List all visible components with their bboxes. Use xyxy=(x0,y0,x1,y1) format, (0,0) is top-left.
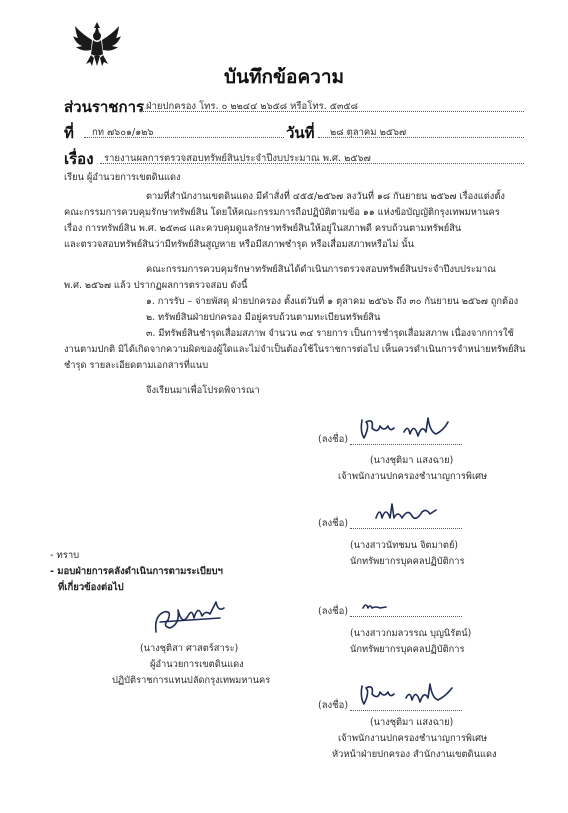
sig2-name: (นางสาวนัทชมน จิตมาตย์) xyxy=(350,540,459,551)
subject-value: รายงานผลการตรวจสอบทรัพย์สินประจำปีงบประมาณ พ.ศ. ๒๕๖๗ xyxy=(104,153,371,164)
paragraph-1-line-4: และตรวจสอบทรัพย์สินว่ามีทรัพย์สินสูญหาย หรือมีสภาพชำรุด หรือเสื่อมสภาพหรือไม่ นั้น xyxy=(64,239,415,250)
result-item-1: ๑. การรับ – จ่ายพัสดุ ฝ่ายปกครอง ตั้งแต่วันที่ ๑ ตุลาคม ๒๕๖๖ ถึง ๓๐ กันยายน ๒๕๖๗ ถูกต้อง xyxy=(146,296,519,307)
memo-title: บันทึกข้อความ xyxy=(223,66,345,88)
garuda-emblem xyxy=(72,20,122,68)
approval-assign-line-2: ที่เกี่ยวข้องต่อไป xyxy=(58,582,124,593)
sig1-name: (นางชุติมา แสงฉาย) xyxy=(370,455,454,466)
director-title: ผู้อำนวยการเขตดินแดง xyxy=(150,659,244,670)
sig4-title-2: หัวหน้าฝ่ายปกครอง สำนักงานเขตดินแดง xyxy=(332,749,497,760)
date-dotted-line xyxy=(318,137,524,138)
signature-2 xyxy=(372,500,442,528)
sig3-dotted-line xyxy=(350,616,462,617)
sig1-prefix: (ลงชื่อ) xyxy=(318,434,349,445)
result-item-2: ๒. ทรัพย์สินฝ่ายปกครอง มีอยู่ครบถ้วนตามทะเบียนทรัพย์สิน xyxy=(146,312,381,323)
result-item-3: ๓. มีทรัพย์สินชำรุดเสื่อมสภาพ จำนวน ๓๔ รายการ เป็นการชำรุดเสื่อมสภาพ เนื่องจากการใช้ xyxy=(146,328,514,339)
sig4-name: (นางชุติมา แสงฉาย) xyxy=(370,717,454,728)
sig2-title-1: นักทรัพยากรบุคคลปฏิบัติการ xyxy=(350,556,465,567)
signature-1 xyxy=(356,414,456,446)
approval-assign-line-1: - มอบฝ่ายการคลังดำเนินการตามระเบียบฯ xyxy=(50,566,223,577)
director-name: (นางชุติสา ศาสตร์สาระ) xyxy=(140,643,239,654)
result-item-3-cont-2: ชำรุด รายละเอียดตามเอกสารที่แนบ xyxy=(64,360,209,371)
approval-acknowledge: - ทราบ xyxy=(50,550,80,561)
sig3-name: (นางสาวกมลวรรณ บุญนิรัตน์) xyxy=(350,628,472,639)
closing-line: จึงเรียนมาเพื่อโปรดพิจารณา xyxy=(146,385,260,396)
sig3-title-1: นักทรัพยากรบุคคลปฏิบัติการ xyxy=(350,644,465,655)
sig3-prefix: (ลงชื่อ) xyxy=(318,606,349,617)
sig1-title-1: เจ้าพนักงานปกครองชำนาญการพิเศษ xyxy=(338,471,488,482)
director-title-2: ปฏิบัติราชการแทนปลัดกรุงเทพมหานคร xyxy=(112,675,271,686)
date-value: ๒๘ ตุลาคม ๒๕๖๗ xyxy=(330,127,407,138)
sig4-title-1: เจ้าพนักงานปกครองชำนาญการพิเศษ xyxy=(338,733,488,744)
sig4-prefix: (ลงชื่อ) xyxy=(318,700,349,711)
sig2-prefix: (ลงชื่อ) xyxy=(318,518,349,529)
sig2-dotted-line xyxy=(350,528,462,529)
paragraph-1-line-2: คณะกรรมการควบคุมรักษาทรัพย์สิน โดยให้คณะกรรมการถือปฏิบัติตามข้อ ๑๑ แห่งข้อบัญญัติกรุงเทพมหานคร xyxy=(64,207,500,218)
date-label: วันที่ xyxy=(286,124,315,142)
paragraph-1-line-3: เรื่อง การทรัพย์สิน พ.ศ. ๒๕๓๘ และควบคุมดูแลรักษาทรัพย์สินให้อยู่ในสภาพดี ครบถ้วนตามทรัพย์สิน xyxy=(64,223,462,234)
subject-label: เรื่อง xyxy=(64,150,94,168)
agency-dotted-line xyxy=(140,111,524,112)
agency-value: ฝ่ายปกครอง โทร. ๐ ๒๒๔๔ ๒๖๕๘ หรือโทร. ๕๓๕๘ xyxy=(146,101,358,112)
signature-4 xyxy=(356,678,460,712)
salutation: เรียน ผู้อำนวยการเขตดินแดง xyxy=(64,172,181,183)
agency-label: ส่วนราชการ xyxy=(64,98,145,116)
ref-dotted-line xyxy=(84,137,284,138)
paragraph-2-line-1: คณะกรรมการควบคุมรักษาทรัพย์สินได้ดำเนินการตรวจสอบทรัพย์สินประจำปีงบประมาณ xyxy=(146,264,496,275)
result-item-3-cont-1: งานตามปกติ มิได้เกิดจากความผิดของผู้ใดและไม่จำเป็นต้องใช้ในราชการต่อไป เห็นควรดำเนินการจำหน่ายทรัพย์สิน xyxy=(64,344,526,355)
paragraph-2-line-2: พ.ศ. ๒๕๖๗ แล้ว ปรากฏผลการตรวจสอบ ดังนี้ xyxy=(64,280,248,291)
paragraph-1-line-1: ตามที่สำนักงานเขตดินแดง มีคำสั่งที่ ๔๕๕/๒๕๖๗ ลงวันที่ ๑๘ กันยายน ๒๕๖๗ เรื่องแต่งตั้ง xyxy=(146,191,505,202)
subject-dotted-line xyxy=(100,163,524,164)
ref-value: กท ๗๖๐๑/๑๒๖ xyxy=(92,127,154,138)
signature-3 xyxy=(360,598,390,614)
ref-label: ที่ xyxy=(64,124,74,142)
director-signature xyxy=(150,596,230,638)
